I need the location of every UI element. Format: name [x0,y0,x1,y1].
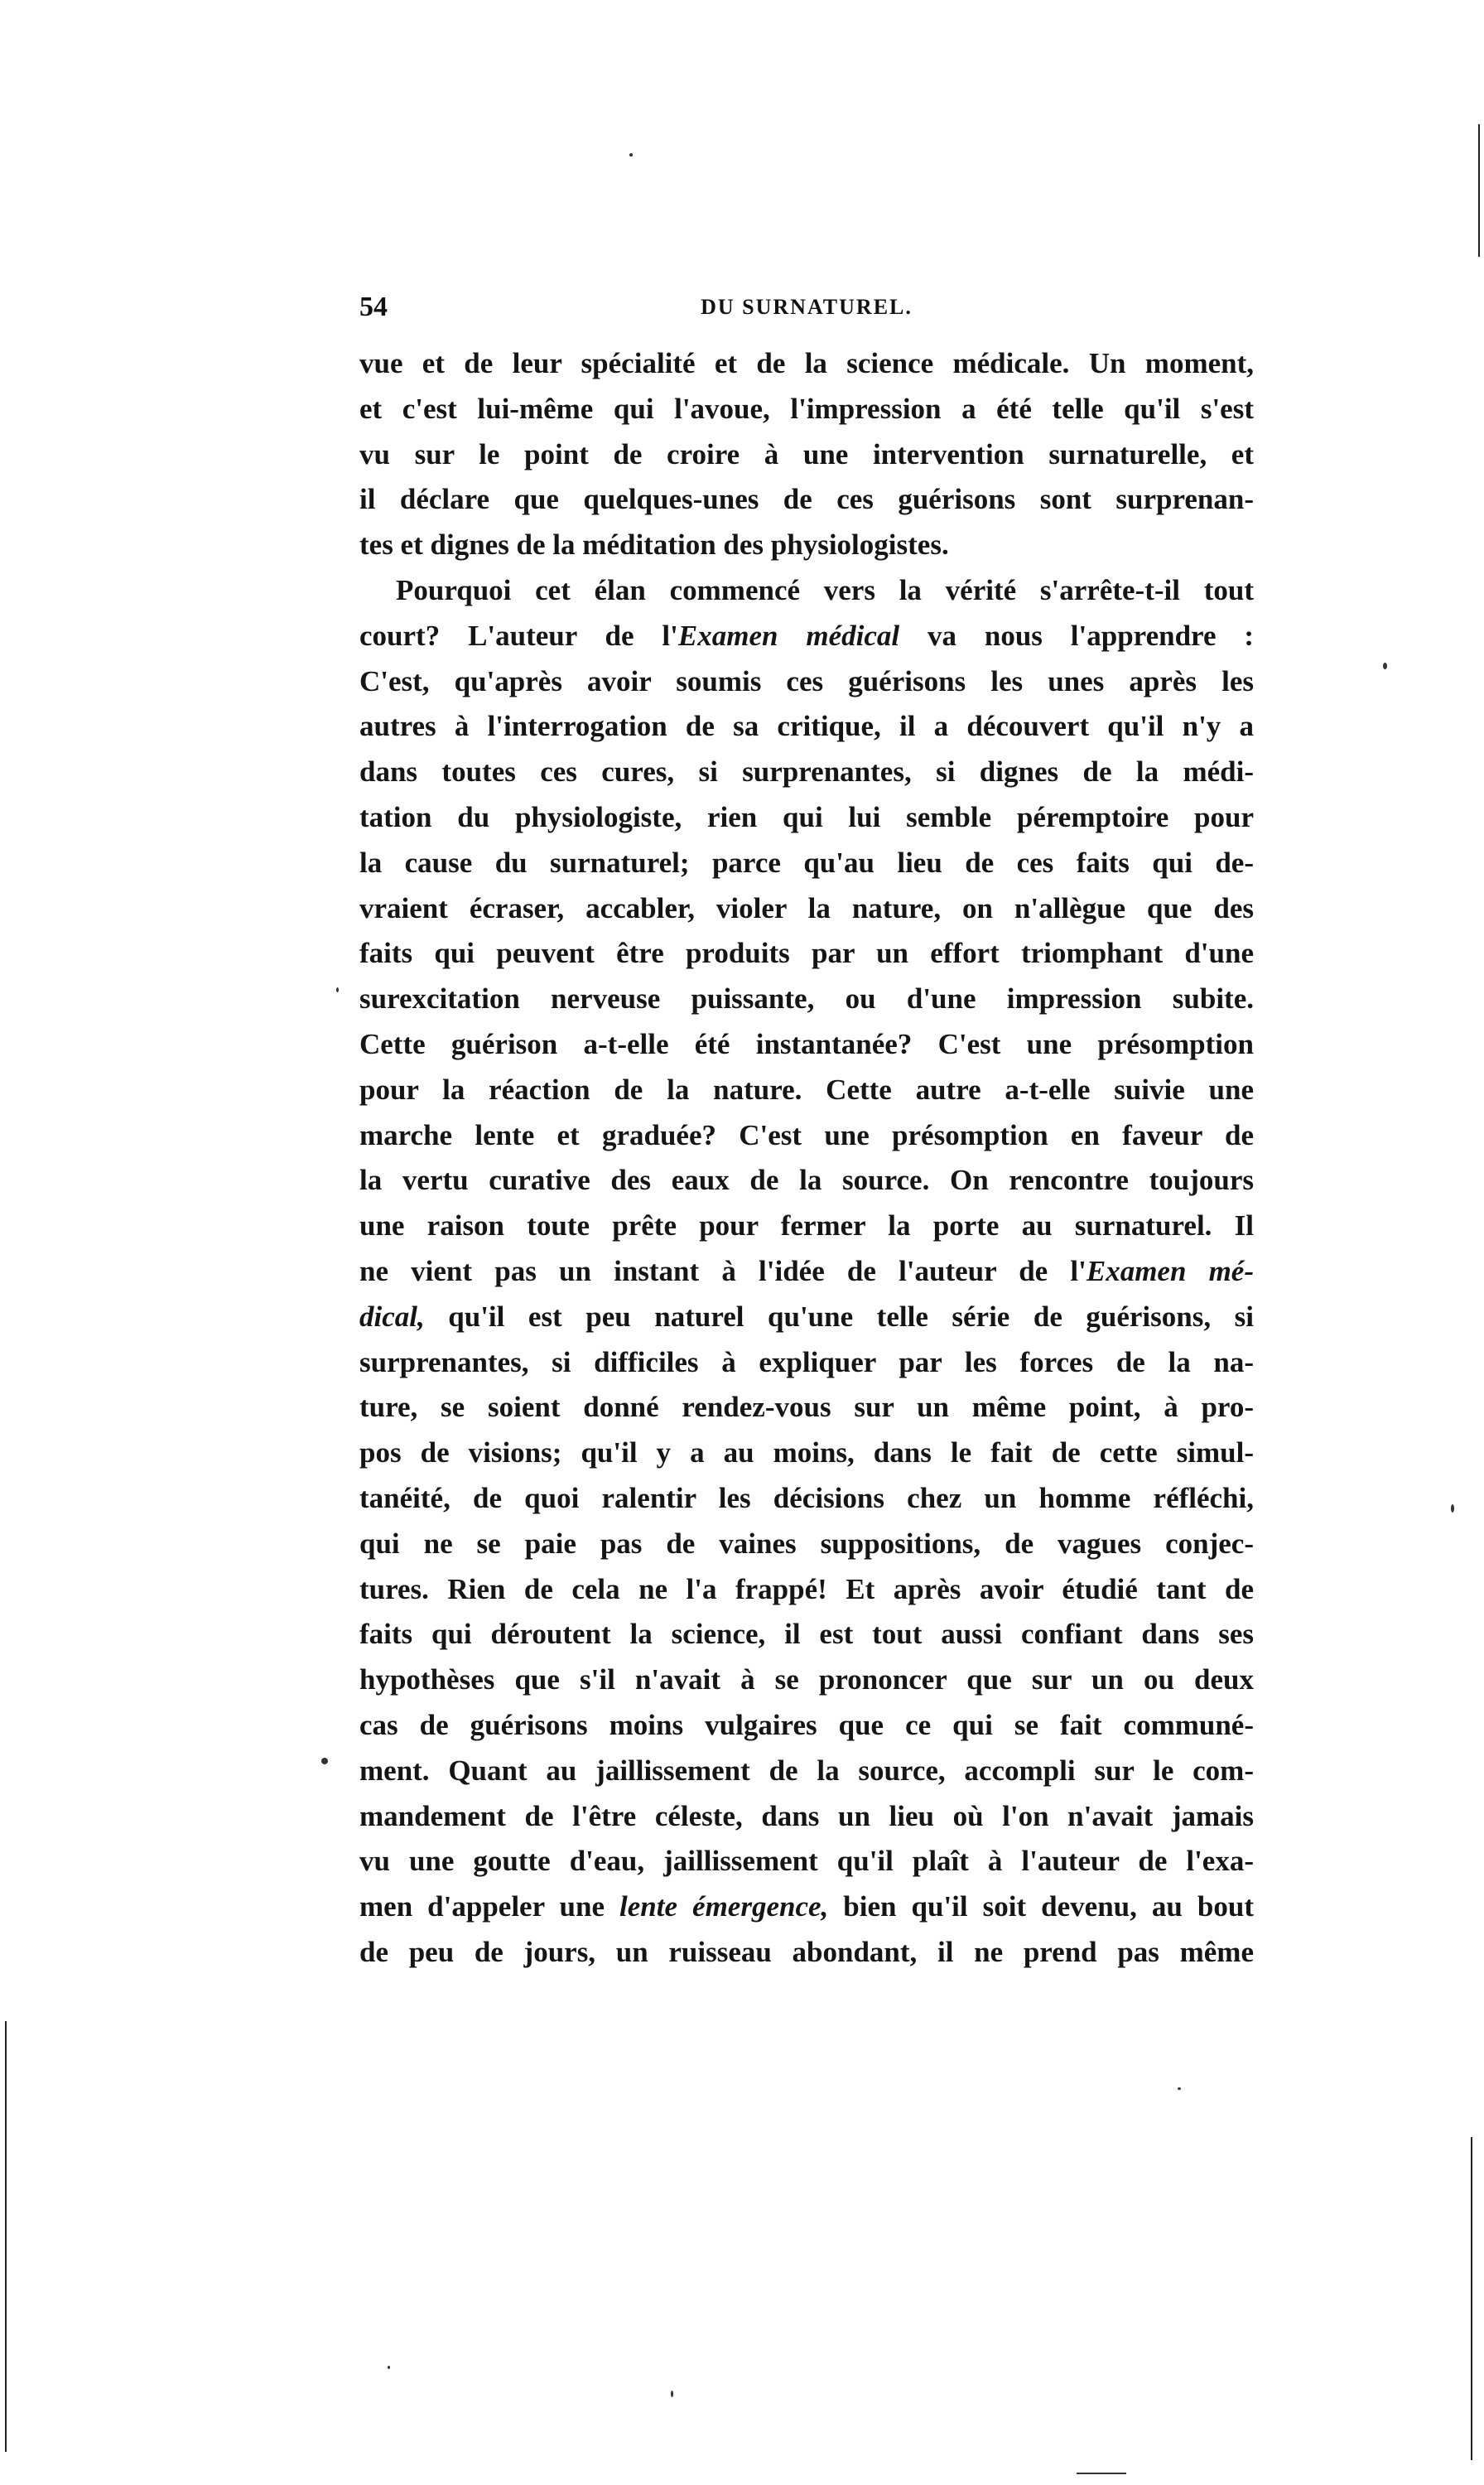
text-line: autres à l'interrogation de sa critique, il a découvert qu'il n'y a [359,710,1254,743]
text-line: tes et dignes de la méditation des physiologistes. [359,528,949,562]
text-line: men d'appeler une lente émergence, bien qu'il soit devenu, au bout [359,1890,1254,1923]
left-edge-rule-bottom [5,2021,7,2452]
speck [1178,2087,1181,2090]
text-line: surexcitation nerveuse puissante, ou d'une impression subite. [359,982,1254,1016]
text-line: une raison toute prête pour fermer la porte au surnaturel. Il [359,1209,1254,1242]
text-line: vue et de leur spécialité et de la science médicale. Un moment, [359,347,1254,379]
text-line: il déclare que quelques-unes de ces guérisons sont surprenan- [359,483,1254,516]
text-line: marche lente et graduée? C'est une présomption en faveur de [359,1118,1254,1151]
text-line: mandement de l'être céleste, dans un lieu où l'on n'avait jamais [359,1799,1254,1832]
text-line: court? L'auteur de l'Examen médical va nous l'apprendre : [359,619,1254,652]
text-line: vu sur le point de croire à une intervention surnaturelle, et [359,437,1254,470]
text-line: Cette guérison a-t-elle été instantanée? C'est une présomption [359,1027,1254,1060]
text-line: surprenantes, si difficiles à expliquer par les forces de la na- [359,1345,1254,1378]
text-line: C'est, qu'après avoir soumis ces guérisons les unes après les [359,664,1254,697]
speck [671,2391,673,2397]
speck [1077,2473,1126,2474]
speck [321,1758,328,1764]
body-text [359,341,1254,1976]
text-line: faits qui peuvent être produits par un effort triomphant d'une [359,937,1254,970]
text-line: tanéité, de quoi ralentir les décisions chez un homme réfléchi, [359,1481,1254,1514]
text-line: tation du physiologiste, rien qui lui semble péremptoire pour [359,800,1254,833]
right-edge-rule-bottom [1471,2137,1472,2460]
text-line: faits qui déroutent la science, il est tout aussi confiant dans ses [359,1618,1254,1651]
page-header [359,292,1254,333]
text-line: vu une goutte d'eau, jaillissement qu'il plaît à l'auteur de l'exa- [359,1845,1254,1878]
text-line: dical, qu'il est peu naturel qu'une telle série de guérisons, si [359,1300,1254,1333]
text-line: ture, se soient donné rendez-vous sur un même point, à pro- [359,1391,1254,1424]
text-line: pour la réaction de la nature. Cette autre a-t-elle suivie une [359,1073,1254,1106]
speck [1383,663,1387,669]
text-line: ne vient pas un instant à l'idée de l'auteur de l'Examen mé- [359,1254,1254,1287]
text-line: et c'est lui-même qui l'avoue, l'impression a été telle qu'il s'est [359,392,1254,425]
text-line: dans toutes ces cures, si surprenantes, si dignes de la médi- [359,755,1254,789]
text-line: cas de guérisons moins vulgaires que ce qui se fait communé- [359,1708,1254,1741]
speck [1451,1504,1454,1513]
text-line: qui ne se paie pas de vaines suppositions, de vagues conjec- [359,1527,1254,1560]
speck [629,153,633,157]
right-edge-rule-top [1478,124,1480,257]
text-line: hypothèses que s'il n'avait à se prononcer que sur un ou deux [359,1663,1254,1696]
text-line: la vertu curative des eaux de la source. On rencontre toujours [359,1164,1254,1197]
running-head: DU SURNATUREL. [701,295,913,319]
text-line: de peu de jours, un ruisseau abondant, il ne prend pas même [359,1935,1254,1968]
text-line: ment. Quant au jaillissement de la source, accompli sur le com- [359,1754,1254,1787]
page-number: 54 [359,292,388,322]
speck [388,2366,390,2369]
text-line: vraient écraser, accabler, violer la nature, on n'allègue que des [359,891,1254,924]
text-line: Pourquoi cet élan commencé vers la vérité s'arrête-t-il tout [396,573,1254,606]
text-line: tures. Rien de cela ne l'a frappé! Et après avoir étudié tant de [359,1572,1254,1605]
text-line: pos de visions; qu'il y a au moins, dans le fait de cette simul- [359,1436,1254,1469]
text-line: la cause du surnaturel; parce qu'au lieu de ces faits qui de- [359,846,1254,879]
speck [336,987,339,992]
